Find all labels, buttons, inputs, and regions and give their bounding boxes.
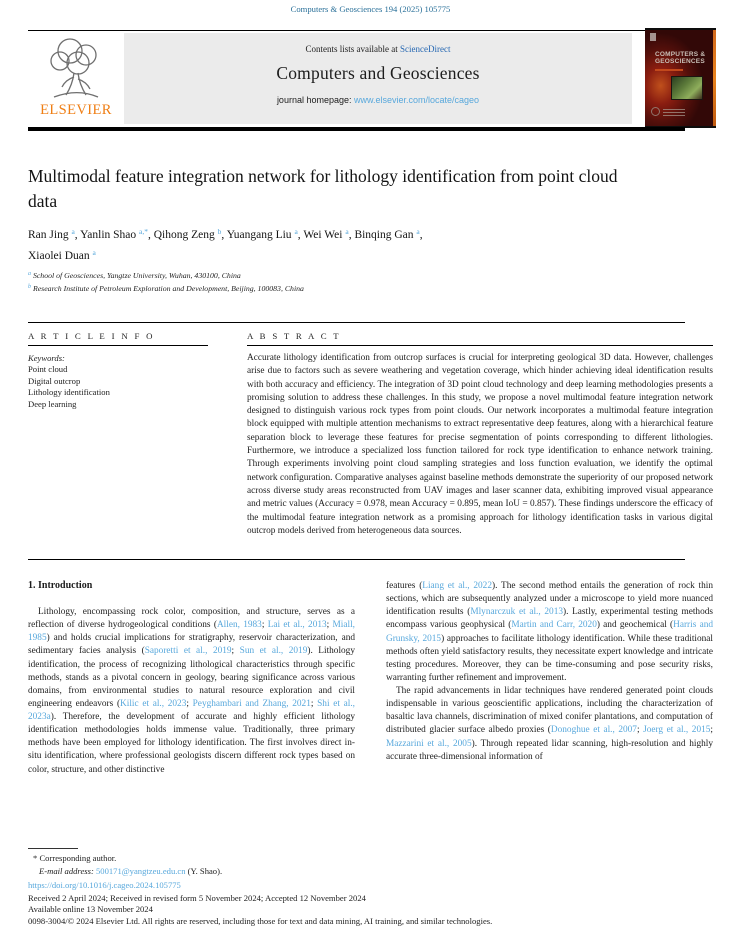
journal-banner (124, 33, 632, 124)
copyright-line: 0098-3004/© 2024 Elsevier Ltd. All rights are reserved, including those for text and data mining, AI training, and similar technologies. (28, 916, 493, 927)
text-segment: ). The second method entails the generation of rock thin sections, which are subsequently analyzed under a microscope to yield more nuanced identification results ( (386, 581, 713, 618)
cover-accent-line (655, 69, 683, 71)
article-title: Multimodal feature integration network for lithology identification from point cloud data (28, 166, 618, 211)
citation-link[interactable]: Joerg et al., 2015 (643, 725, 711, 736)
text-segment: , Yanlin Shao (74, 229, 140, 241)
citation-link[interactable]: Lai et al., 2013 (267, 620, 327, 631)
intro-paragraph-1 (28, 606, 355, 777)
elsevier-logo (28, 33, 124, 124)
text-segment: ). Through repeated lidar scanning, high-resolution and highly accurate three-dimensional information of (386, 738, 713, 762)
footnote-block (28, 852, 368, 878)
email-label: E-mail address: (39, 865, 94, 876)
keywords-block (28, 353, 218, 410)
abstract-rule (247, 345, 713, 346)
email-link[interactable]: 500171@yangtzeu.edu.cn (95, 865, 186, 876)
author-superscript: a (294, 227, 298, 236)
text-segment: features ( (386, 581, 423, 591)
doi-link[interactable]: https://doi.org/10.1016/j.cageo.2024.105775 (28, 880, 181, 890)
top-rule (28, 30, 685, 31)
cover-text-lines (663, 109, 685, 118)
citation-link[interactable]: Mlynarczuk et al., 2013 (470, 607, 563, 618)
citation-link[interactable]: Peyghambari and Zhang, 2021 (192, 698, 311, 709)
elsevier-tree-icon (40, 33, 112, 103)
citation-link[interactable]: Donoghue et al., 2007 (550, 725, 637, 736)
intro-paragraph-3 (386, 685, 713, 764)
text-segment: ; (261, 620, 268, 631)
available-online-line: Available online 13 November 2024 (28, 904, 153, 915)
author-superscript: a (416, 227, 420, 236)
text-segment: ). Lastly, experimental testing methods encompass various geophysical ( (386, 607, 713, 631)
text-segment: ; (710, 725, 713, 736)
citation-link[interactable]: Kilic et al., 2023 (120, 698, 187, 709)
text-segment: ). Lithology identification, the process of recognizing lithological characteristics through specific methods, stands as a pivotal concern in geology, bearing significance across various domains, from environmental studies to natural resource exploration and civil engineering endeavors ( (28, 646, 355, 709)
text-segment: School of Geosciences, Yangtze University, Wuhan, 430100, China (31, 271, 241, 280)
keyword-item: Lithology identification (28, 387, 110, 398)
homepage-link[interactable]: www.elsevier.com/locate/cageo (354, 95, 480, 105)
cover-spine-strip (713, 30, 717, 126)
elsevier-wordmark: ELSEVIER (40, 102, 112, 118)
text-segment: ; (636, 725, 644, 736)
text-segment: , Binqing Gan (348, 229, 417, 241)
text-segment: Ran Jing (28, 229, 72, 241)
affiliation-superscript: b (28, 284, 31, 290)
abstract-bottom-divider (28, 559, 685, 560)
text-segment: , Yuangang Liu (221, 229, 295, 241)
citation-link[interactable]: Harris and Grunsky, 2015 (386, 620, 714, 644)
text-segment: The rapid advancements in lidar techniques have rendered generated point clouds indispensable in various geoscientific applications, including the characterization of basaltic lava channels, discrimination of mixed conifer plantations, and computation of distributed glacier surface albedo proxies ( (386, 686, 713, 736)
citation-link[interactable]: Shi et al., 2023a (28, 698, 355, 722)
citation-link[interactable]: Sun et al., 2019 (239, 646, 308, 657)
text-segment: ; (326, 620, 333, 631)
text-segment: ; (186, 698, 193, 709)
abstract-heading: A B S T R A C T (247, 331, 341, 341)
cover-elsevier-mark (650, 33, 656, 41)
citation-link[interactable]: Liang et al., 2022 (422, 581, 492, 591)
intro-column-right (386, 580, 713, 764)
citation-link[interactable]: Miall, 1985 (28, 620, 355, 644)
keywords-label: Keywords: (28, 353, 65, 363)
journal-ref-line: Computers & Geosciences 194 (2025) 105775 (290, 4, 451, 14)
cover-terrain-image (671, 76, 703, 100)
keyword-item: Deep learning (28, 398, 77, 409)
author-superscript: a (92, 248, 96, 257)
section-heading-introduction: 1. Introduction (28, 580, 93, 591)
authors-line (28, 223, 690, 265)
author-superscript: a (345, 227, 349, 236)
text-segment: Xiaolei Duan (28, 250, 93, 262)
cover-title: COMPUTERS & GEOSCIENCES (655, 51, 706, 65)
text-segment: ) approaches to facilitate lithology identification. While these traditional methods often yield satisfactory results, they necessitate expert knowledge and intricate testing procedures. Moreover, they can be time-consuming and pose security risks, warranting further refinement and improvement. (386, 633, 713, 683)
text-segment: ) and holds crucial implications for stratigraphy, reservoir characterization, and sedimentary facies analysis ( (28, 633, 355, 657)
citation-link[interactable]: Saporetti et al., 2019 (144, 646, 232, 657)
author-superscript: b (217, 227, 222, 236)
affiliation-a (28, 271, 241, 280)
citation-link[interactable]: Allen, 1983 (216, 620, 262, 631)
text-segment: ; (231, 646, 240, 657)
journal-header (28, 33, 713, 124)
sciencedirect-link[interactable]: ScienceDirect (400, 44, 451, 54)
affiliation-b (28, 284, 304, 293)
affiliation-superscript: a (28, 271, 31, 277)
abstract-text: Accurate lithology identification from outcrop surfaces is crucial for interpreting geological 3D data. However, challenges arise due to factors such as severe weathering and vegetation coverage, which hinder achieving ideal identification results with both accuracy and efficiency. The integration of 3D point cloud technology and deep learning methodologies presents a promising solution to address these challenges. In this study, we propose a novel multimodal feature integration network designed to distinguish various rock types from point clouds. Our network incorporates a multimodal feature integration block equipped with multiple attention mechanisms to extract representative deep features, along with a hierarchical feature separation block to leverage these features for precise segmentation of points corresponding to different lithologies. Furthermore, we introduce a specialized loss function tailored for rock type identification to enhance network training. Through experiments involving point cloud sampling strategies and loss function evaluation, we identify the optimal network configuration. Comparative analyses against baseline methods demonstrate the superiority of our proposed network across diverse study areas reconstructed from UAV images and laser scanner data, exhibiting improved visual appearance and metric values (Accuracy = 0.978, mean Accuracy = 0.895, mean IoU = 0.857). These findings underscore the efficacy of the multimodal feature integration network as a promising approach for lithology identification tasks in various digital outcrop models derived from heterogeneous data sources. (247, 353, 713, 536)
text-segment: , Wei Wei (297, 229, 346, 241)
text-segment: ). Therefore, the development of accurate and highly efficient lithology identification methodologies holds immense value. Traditionally, three primary methods have been employed for lithology identification. The first involves direct in-situ identification, where professional geologists discern different rock types based on color, structure, and other distinctive (28, 712, 355, 775)
citation-link[interactable]: Martin and Carr, 2020 (511, 620, 597, 631)
text-segment: ) and geochemical ( (596, 620, 674, 631)
homepage-line (124, 95, 632, 105)
author-superscript: a,* (139, 227, 148, 236)
keyword-item: Point cloud (28, 364, 68, 375)
text-segment: , (419, 229, 423, 241)
text-segment: (Y. Shao). (185, 865, 223, 876)
contents-line (124, 44, 632, 54)
intro-paragraph-2 (386, 580, 713, 685)
corresponding-author-note: * Corresponding author. (33, 853, 117, 863)
received-line: Received 2 April 2024; Received in revised form 5 November 2024; Accepted 12 November 2024 (28, 892, 366, 903)
article-info-rule (28, 345, 208, 346)
intro-column-left (28, 606, 355, 777)
cover-circle-mark (651, 107, 660, 116)
footnote-rule (28, 848, 78, 849)
article-info-heading: A R T I C L E I N F O (28, 331, 155, 341)
affiliation-divider (28, 322, 685, 323)
contents-prefix: Contents lists available at (305, 44, 400, 54)
text-segment: Lithology, encompassing rock color, composition, and structure, serves as a reflection of diverse hydrogeological conditions ( (28, 607, 355, 631)
journal-cover-thumbnail (645, 28, 716, 128)
text-segment: , Qihong Zeng (148, 229, 218, 241)
homepage-prefix: journal homepage: (276, 95, 354, 105)
header-divider (28, 127, 685, 131)
journal-title: Computers and Geosciences (276, 63, 480, 83)
email-line (28, 865, 368, 878)
text-segment: ; (310, 698, 318, 709)
author-superscript: a (71, 227, 75, 236)
text-segment: Research Institute of Petroleum Exploration and Development, Beijing, 100083, China (31, 284, 304, 293)
citation-link[interactable]: Mazzarini et al., 2005 (386, 738, 472, 749)
article-footer (28, 880, 688, 928)
keyword-item: Digital outcrop (28, 375, 81, 386)
